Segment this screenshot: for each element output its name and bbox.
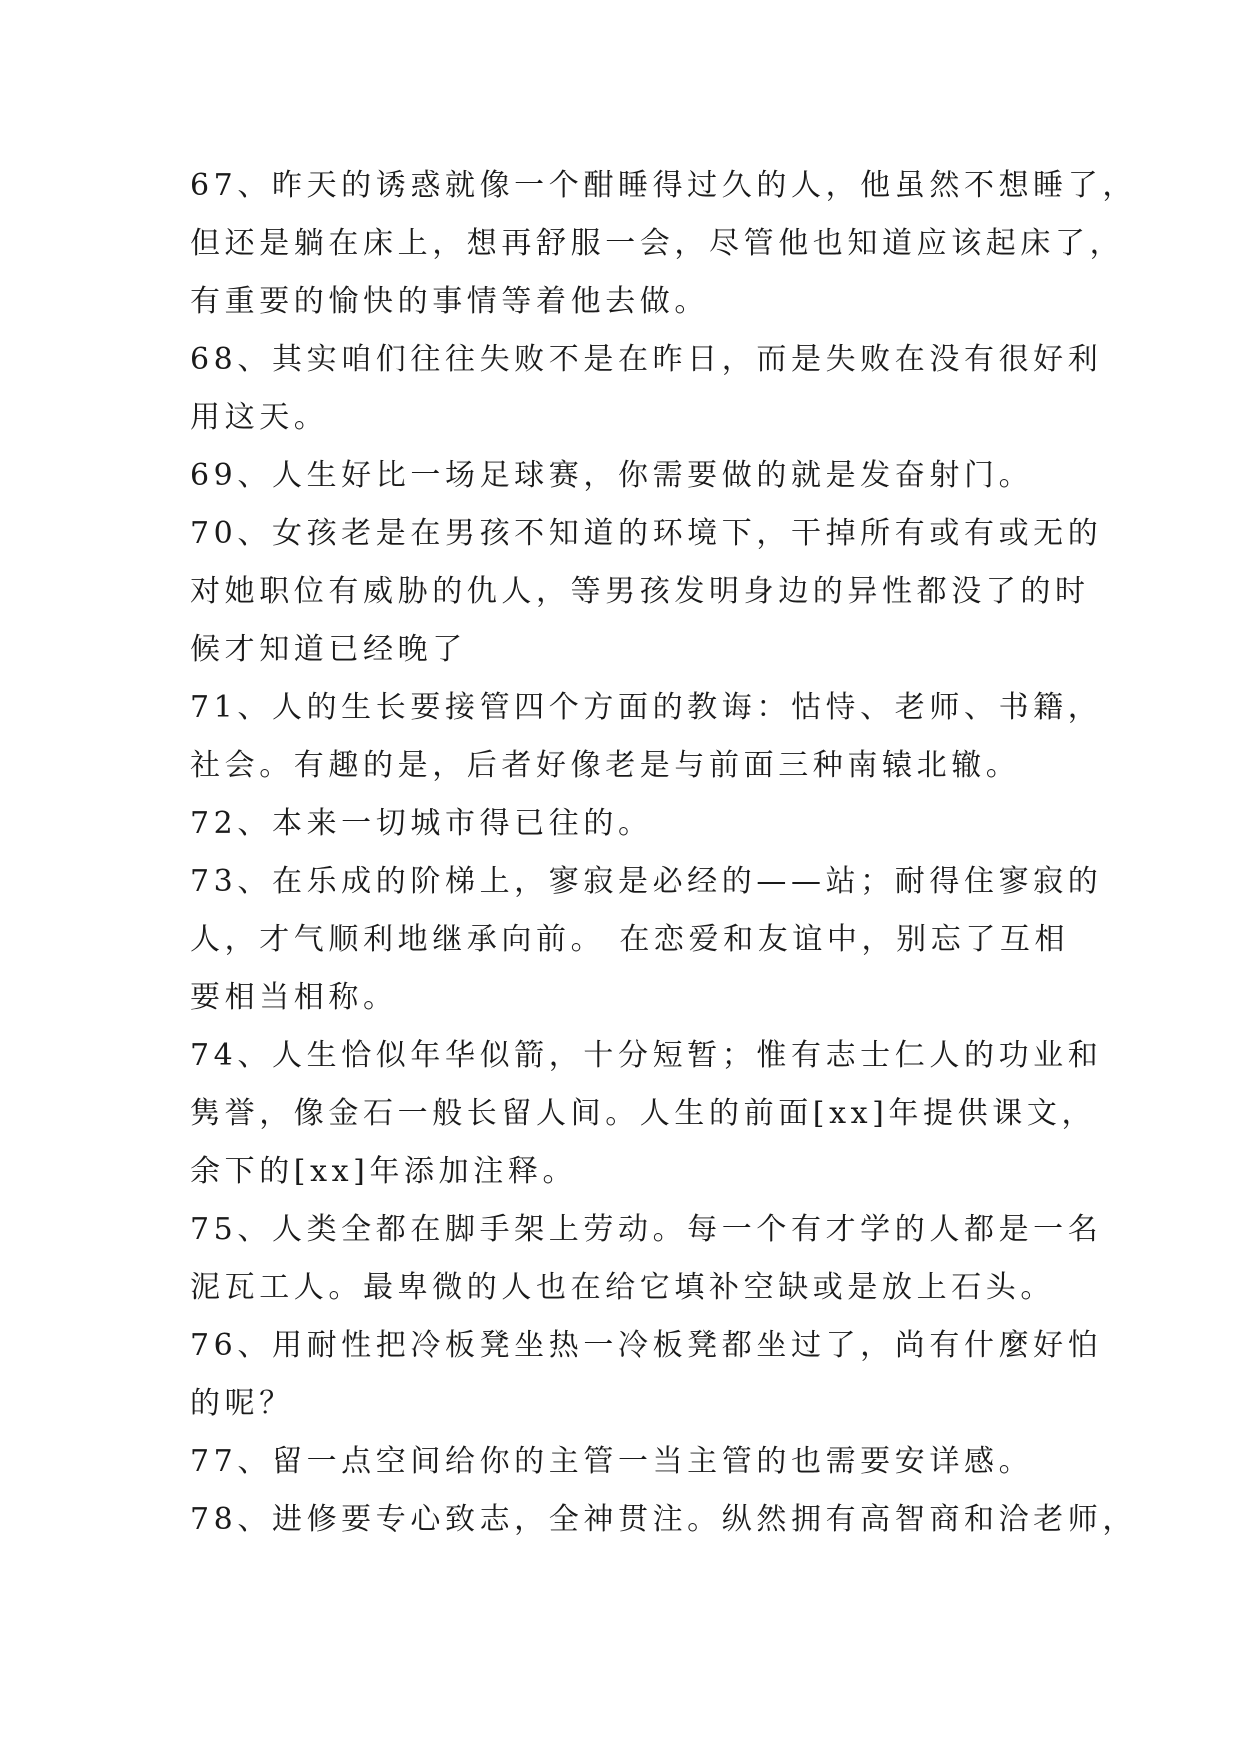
text-line: 泥瓦工人。最卑微的人也在给它填补空缺或是放上石头。 (190, 1270, 1055, 1305)
text-line: 74、人生恰似年华似箭，十分短暂；惟有志士仁人的功业和 (190, 1038, 1103, 1073)
text-line: 69、人生好比一场足球赛，你需要做的就是发奋射门。 (190, 458, 1034, 493)
text-line: 要相当相称。 (190, 980, 398, 1015)
paragraph-67 (190, 157, 1137, 331)
text-line: 人，才气顺利地继承向前。 在恋爱和友谊中，别忘了互相 (190, 922, 1070, 957)
text-line: 70、女孩老是在男孩不知道的环境下，干掉所有或有或无的 (190, 516, 1103, 551)
text-line: 但还是躺在床上，想再舒服一会，尽管他也知道应该起床了， (190, 226, 1125, 261)
text-line: 用这天。 (190, 400, 329, 435)
text-line: 71、人的生长要接管四个方面的教诲：怙恃、老师、书籍， (190, 690, 1103, 725)
text-line: 77、留一点空间给你的主管一当主管的也需要安详感。 (190, 1444, 1034, 1479)
document-body (190, 157, 1137, 1549)
text-line: 对她职位有威胁的仇人，等男孩发明身边的异性都没了的时 (190, 574, 1090, 609)
paragraph-71 (190, 679, 1103, 795)
text-line: 的呢？ (190, 1386, 294, 1421)
paragraph-70 (190, 505, 1103, 679)
text-line: 有重要的愉快的事情等着他去做。 (190, 284, 709, 319)
paragraph-75 (190, 1201, 1103, 1317)
text-line: 候才知道已经晚了 (190, 632, 467, 667)
paragraph-69 (190, 447, 1070, 505)
text-line: 75、人类全都在脚手架上劳动。每一个有才学的人都是一名 (190, 1212, 1103, 1247)
paragraph-68 (190, 331, 1103, 447)
paragraph-76 (190, 1317, 1103, 1433)
paragraph-78 (190, 1491, 1137, 1549)
text-line: 68、其实咱们往往失败不是在昨日，而是失败在没有很好利 (190, 342, 1103, 377)
text-line: 社会。有趣的是，后者好像老是与前面三种南辕北辙。 (190, 748, 1021, 783)
paragraph-73 (190, 853, 1103, 1027)
text-line: 余下的[xx]年添加注释。 (190, 1154, 578, 1189)
paragraph-77 (190, 1433, 1070, 1491)
text-line: 78、进修要专心致志，全神贯注。纵然拥有高智商和洽老师， (190, 1502, 1137, 1537)
text-line: 72、本来一切城市得已往的。 (190, 806, 653, 841)
paragraph-72 (190, 795, 1070, 853)
text-line: 隽誉，像金石一般长留人间。人生的前面[xx]年提供课文， (190, 1096, 1097, 1131)
paragraph-74 (190, 1027, 1103, 1201)
text-line: 76、用耐性把冷板凳坐热一冷板凳都坐过了，尚有什麼好怕 (190, 1328, 1103, 1363)
text-line: 73、在乐成的阶梯上，寥寂是必经的——站；耐得住寥寂的 (190, 864, 1103, 899)
text-line: 67、昨天的诱惑就像一个酣睡得过久的人，他虽然不想睡了， (190, 168, 1137, 203)
